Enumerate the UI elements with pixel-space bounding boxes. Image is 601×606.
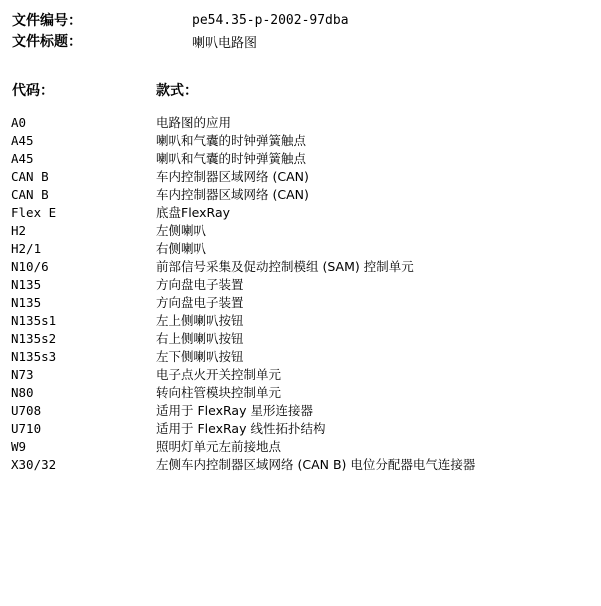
component-description: 喇叭和气囊的时钟弹簧触点 — [156, 133, 307, 148]
component-list — [11, 113, 591, 473]
component-code: N80 — [11, 384, 34, 400]
list-item — [11, 131, 591, 149]
component-description: 左上侧喇叭按钮 — [156, 313, 244, 328]
list-item — [11, 167, 591, 185]
component-description: 前部信号采集及促动控制模组 (SAM) 控制单元 — [156, 259, 414, 274]
component-code: N135s2 — [11, 330, 57, 346]
component-code: U710 — [11, 420, 42, 436]
list-item — [11, 275, 591, 293]
doc-title-row — [12, 31, 257, 51]
component-code: N135 — [11, 276, 42, 292]
component-code: N135s1 — [11, 312, 57, 328]
component-description: 电路图的应用 — [156, 115, 232, 130]
list-item — [11, 257, 591, 275]
component-description: 适用于 FlexRay 线性拓扑结构 — [156, 421, 326, 436]
list-item — [11, 203, 591, 221]
list-item — [11, 437, 591, 455]
doc-number-label: 文件编号： — [12, 13, 82, 29]
component-code: Flex E — [11, 204, 57, 220]
list-item — [11, 383, 591, 401]
component-description: 车内控制器区域网络 (CAN) — [156, 187, 309, 202]
component-code: A45 — [11, 132, 34, 148]
list-item — [11, 347, 591, 365]
component-description: 转向柱管模块控制单元 — [156, 385, 282, 400]
list-item — [11, 221, 591, 239]
component-code: H2/1 — [11, 240, 42, 256]
component-description: 方向盘电子装置 — [156, 277, 244, 292]
component-description: 喇叭和气囊的时钟弹簧触点 — [156, 151, 307, 166]
component-description: 底盘FlexRay — [156, 205, 230, 220]
list-item — [11, 419, 591, 437]
component-code: A45 — [11, 150, 34, 166]
list-item — [11, 239, 591, 257]
description-column-header: 款式： — [156, 83, 198, 99]
doc-title-value: 喇叭电路图 — [192, 35, 258, 51]
doc-number-value: pe54.35-p-2002-97dba — [192, 12, 349, 28]
component-code: W9 — [11, 438, 27, 454]
component-description: 右上侧喇叭按钮 — [156, 331, 244, 346]
list-item — [11, 365, 591, 383]
component-code: CAN B — [11, 168, 49, 184]
component-code: U708 — [11, 402, 42, 418]
component-code: H2 — [11, 222, 27, 238]
component-description: 左下侧喇叭按钮 — [156, 349, 244, 364]
component-code: CAN B — [11, 186, 49, 202]
list-item — [11, 311, 591, 329]
component-description: 右侧喇叭 — [156, 241, 207, 256]
list-item — [11, 113, 591, 131]
component-description: 左侧车内控制器区域网络 (CAN B) 电位分配器电气连接器 — [156, 457, 476, 472]
list-item — [11, 293, 591, 311]
component-code: N10/6 — [11, 258, 49, 274]
component-code: N135 — [11, 294, 42, 310]
component-description: 电子点火开关控制单元 — [156, 367, 282, 382]
component-description: 方向盘电子装置 — [156, 295, 244, 310]
component-code: N73 — [11, 366, 34, 382]
component-code: N135s3 — [11, 348, 57, 364]
list-item — [11, 329, 591, 347]
code-column-header: 代码： — [12, 83, 54, 99]
list-item — [11, 401, 591, 419]
list-item — [11, 455, 591, 473]
component-description: 照明灯单元左前接地点 — [156, 439, 282, 454]
list-item — [11, 185, 591, 203]
component-description: 左侧喇叭 — [156, 223, 207, 238]
component-description: 适用于 FlexRay 星形连接器 — [156, 403, 313, 418]
doc-title-label: 文件标题： — [12, 34, 82, 50]
component-code: X30/32 — [11, 456, 57, 472]
list-item — [11, 149, 591, 167]
component-description: 车内控制器区域网络 (CAN) — [156, 169, 309, 184]
doc-number-row — [12, 10, 349, 30]
component-code: A0 — [11, 114, 27, 130]
